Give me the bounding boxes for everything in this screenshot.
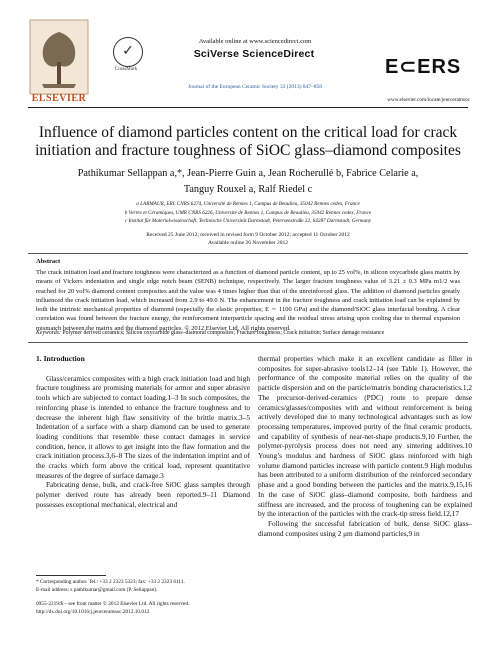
article-title: Influence of diamond particles content on the critical load for crack initiation and fracture toughness of SiOC glass–diamond composites xyxy=(35,124,461,159)
corresponding-author: * Corresponding author. Tel.: +33 2 2323 5323; fax: +33 2 2323 6111. xyxy=(36,579,185,585)
paragraph: Fabricating dense, bulk, and crack-free SiOC glass samples through polymer derived route has already been reported.9–11 Diamond possesses exceptional mechanical, electrical and xyxy=(36,480,250,509)
received-dates: Received 25 June 2012; received in revised form 9 October 2012; accepted 11 October 2012 xyxy=(146,232,350,238)
doi-link[interactable]: http://dx.doi.org/10.1016/j.jeurceramsoc.2012.10.012 xyxy=(36,609,150,615)
keywords xyxy=(36,330,460,336)
header-divider xyxy=(28,107,468,108)
available-date: Available online 26 November 2012 xyxy=(208,240,288,247)
abstract-heading: Abstract xyxy=(36,258,61,265)
available-online: Available online at www.sciencedirect.com xyxy=(198,38,312,45)
keywords-label: Keywords: xyxy=(36,330,61,336)
paragraph: Following the successful fabrication of bulk, dense SiOC glass–diamond composites using 2 μm diamond particles,9 in xyxy=(258,518,472,538)
crossmark-icon[interactable]: ✓ xyxy=(113,37,143,67)
ecers-logo: E⊂ERS xyxy=(385,56,462,78)
journal-url[interactable]: www.elsevier.com/locate/jeurceramsoc xyxy=(387,97,470,103)
copyright-block xyxy=(36,600,250,616)
section-heading: 1. Introduction xyxy=(36,354,85,363)
body-column-right xyxy=(258,354,472,538)
affiliations xyxy=(40,200,456,226)
body-column-left xyxy=(36,354,250,510)
journal-citation[interactable]: Journal of the European Ceramic Society 33 (2013) 847–858 xyxy=(187,84,323,90)
issn-line: 0955-2219/$ – see front matter © 2012 Elsevier Ltd. All rights reserved. xyxy=(36,601,190,607)
affiliation-a: a LARMAUR, ERL CNRS 6274, Université de Rennes 1, Campus de Beaulieu, 35042 Rennes cedex, France xyxy=(136,201,360,207)
crossmark-label: CrossMark xyxy=(114,67,138,72)
keywords-text: Polymer derived ceramics; Silicon oxycarbide glass–diamond composites; Fracture toughness; Crack initiation; Surface damage resistance xyxy=(62,330,385,336)
paragraph: thermal properties which make it an excellent candidate as filler in composites for super-abrasive tools12–14 (see Table 1). However, the performance of the composite material relies on the quality of the particle dispersion and on the particle/matrix bonding characteristics.1,2 The precursor-derived-ceramics (PDC) route to prepare dense ceramics/glasses/composites with and without reinforcement is being actively developed due to many technological advantages such as low processing temperatures, improved purity of the final ceramic products, and capability of synthesis of near-net-shape products.9,10 Further, the polymer-pyrolysis process does not need any sintering additives.10 Young’s modulus and hardness of SiOC glass reinforced with high volume diamond particles increase with particle content.9 High modulus has been attributed to a uniform distribution of the reinforced secondary phase and a good bonding between the particles and the matrix.9,15,16 In the case of SiOC glass–diamond composite, both hardness and stiffness are increased, and the process of toughening can be explained by the interaction of the particles with the crack-tip stress field.12,17 xyxy=(258,354,472,519)
authors-line-2: Tanguy Rouxel a, Ralf Riedel c xyxy=(183,184,313,195)
abstract-text: The crack initiation load and fracture toughness were characterized as a function of diamond particle content, up to 25 vol%, in silicon oxycarbide glass matrix by means of Vickers indentation and single edge notch beam (SENB) technique, respectively. The larger fracture toughness value of 3.21 ± 0.3 MPa m1/2 was reached for 20 vol% diamond content composites and the value was 4 times higher than that of the unreinforced glass. The addition of diamond particles greatly influenced the crack initiation load, which increased from 2.9 to 49.0 N. The enhancement in the fracture toughness and crack initiation load can be explained by both the intrinsic mechanical properties of diamond (especially the elastic properties; E ∼ 1100 GPa) and the diamond/SiOC glass interfacial bonding. A clear correlation was found between the fracture energy, the reinforcement interparticle spacing and the residual stress arising upon cooling due to thermal expansion mismatch between the matrix and the diamond particles. © 2012 Elsevier Ltd. All rights reserved. xyxy=(36,269,460,332)
abstract-top-rule xyxy=(28,253,468,254)
footnote-rule xyxy=(36,575,106,576)
email-address[interactable]: E-mail address: s pathikumar@gmail.com (P. Sellappan). xyxy=(36,587,158,593)
affiliation-b: b Verres et Céramiques, UMR CNRS 6226, Université de Rennes 1, Campus de Beaulieu, 35042 Rennes cedex, France xyxy=(124,209,372,216)
publisher-name: ELSEVIER xyxy=(31,93,87,104)
article-history xyxy=(40,231,456,248)
elsevier-tree-logo xyxy=(28,18,90,96)
affiliation-c: c Institut für Materialwissenschaft, Technische Universität Darmstadt, Petersenstraße 32, 64287 Darmstadt, Germany xyxy=(124,218,372,225)
corresponding-footnote xyxy=(36,578,250,594)
abstract-bottom-rule xyxy=(28,342,468,343)
paragraph: Glass/ceramics composites with a high crack initiation load and high fracture toughness are promising materials for armor and super abrasive tools which are subjected to contact loading.1–3 In such composites, the reinforcing phase is intended to enhance the fracture toughness and to decrease the inherent high flaw sensitivity of the brittle matrix.3–5 Indentation of a surface with a sharp diamond can be used to generate loading conditions that resemble these contact damages in service condition, hence, it allows to get insight into the flaw formation and the crack initiation process.3,6–8 The sizes of the indentation imprint and of the cracks which form above the critical load, represent quantitative measures of the degree of surface damage.3 xyxy=(36,373,250,480)
platform-name: SciVerse ScienceDirect xyxy=(193,48,315,60)
authors-line-1: Pathikumar Sellappan a,*, Jean-Pierre Guin a, Jean Rocherullé b, Fabrice Celarie a, xyxy=(77,168,419,179)
author-list xyxy=(40,166,456,198)
